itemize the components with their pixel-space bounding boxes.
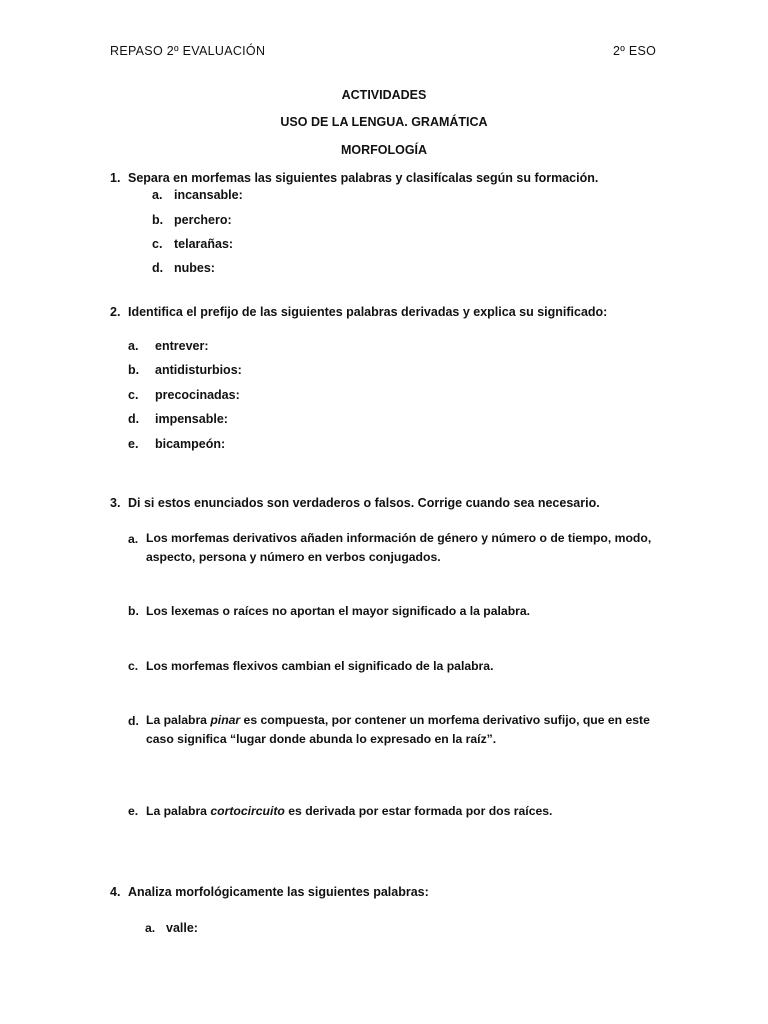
q2-item-letter: e.	[128, 437, 139, 451]
q3-statement-e	[146, 803, 552, 819]
q3-statement-d-word: pinar	[210, 713, 241, 727]
q1-item-text: nubes:	[174, 261, 215, 275]
q2-item-text: precocinadas:	[155, 388, 240, 402]
q3-statement-b: Los lexemas o raíces no aportan el mayor significado a la palabra.	[146, 604, 531, 618]
q2-item-letter: b.	[128, 363, 140, 377]
q3-statement-a: Los morfemas derivativos añaden información de género y número o de tiempo, modo, aspecto, persona y número en verbos conjugados.	[146, 531, 652, 564]
title-uso-lengua: USO DE LA LENGUA. GRAMÁTICA	[280, 115, 488, 129]
q3-statement-e-post: es derivada por estar formada por dos raíces.	[284, 804, 553, 818]
q3-statement-d-post: es compuesta, por contener un morfema derivativo sufijo, que en este caso significa “lugar donde abunda lo expresado en la raíz”.	[146, 713, 650, 746]
q1-item-letter: d.	[152, 261, 164, 275]
q3-statement-d	[146, 711, 666, 749]
q2-item-text: entrever:	[155, 339, 209, 353]
q3-statement-e-pre: La palabra	[146, 804, 211, 818]
q3-item-letter: b.	[128, 604, 139, 618]
question-3-number: 3.	[110, 496, 121, 510]
question-3-text: Di si estos enunciados son verdaderos o falsos. Corrige cuando sea necesario.	[128, 496, 600, 510]
q1-item-letter: c.	[152, 237, 163, 251]
question-2-number: 2.	[110, 305, 121, 319]
q3-statement-c: Los morfemas flexivos cambian el significado de la palabra.	[146, 659, 494, 673]
q4-item-letter: a.	[145, 921, 156, 935]
q1-item-letter: a.	[152, 188, 163, 202]
title-morfologia: MORFOLOGÍA	[340, 143, 428, 157]
q2-item-letter: a.	[128, 339, 139, 353]
q2-item-text: impensable:	[155, 412, 228, 426]
q2-item-letter: c.	[128, 388, 139, 402]
question-1-text: Separa en morfemas las siguientes palabras y clasifícalas según su formación.	[128, 171, 599, 185]
q3-statement-d-pre: La palabra	[146, 713, 211, 727]
q3-item-letter: d.	[128, 714, 139, 728]
q2-item-letter: d.	[128, 412, 140, 426]
header-left: REPASO 2º EVALUACIÓN	[110, 44, 266, 58]
q3-item-letter: e.	[128, 804, 139, 818]
q1-item-letter: b.	[152, 213, 164, 227]
q3-item-letter: a.	[128, 532, 139, 546]
q2-item-text: bicampeón:	[155, 437, 226, 451]
header-right: 2º ESO	[613, 44, 657, 58]
q1-item-text: perchero:	[174, 213, 232, 227]
q2-item-text: antidisturbios:	[155, 363, 242, 377]
title-activities: ACTIVIDADES	[341, 88, 427, 102]
q1-item-text: incansable:	[174, 188, 243, 202]
question-2-text: Identifica el prefijo de las siguientes palabras derivadas y explica su significado:	[128, 305, 608, 319]
q1-item-text: telarañas:	[174, 237, 234, 251]
q4-item-text: valle:	[166, 921, 198, 935]
question-4-number: 4.	[110, 885, 121, 899]
q3-item-letter: c.	[128, 659, 139, 673]
question-1-number: 1.	[110, 171, 121, 185]
question-4-text: Analiza morfológicamente las siguientes palabras:	[128, 885, 429, 899]
q3-statement-e-word: cortocircuito	[210, 804, 285, 818]
